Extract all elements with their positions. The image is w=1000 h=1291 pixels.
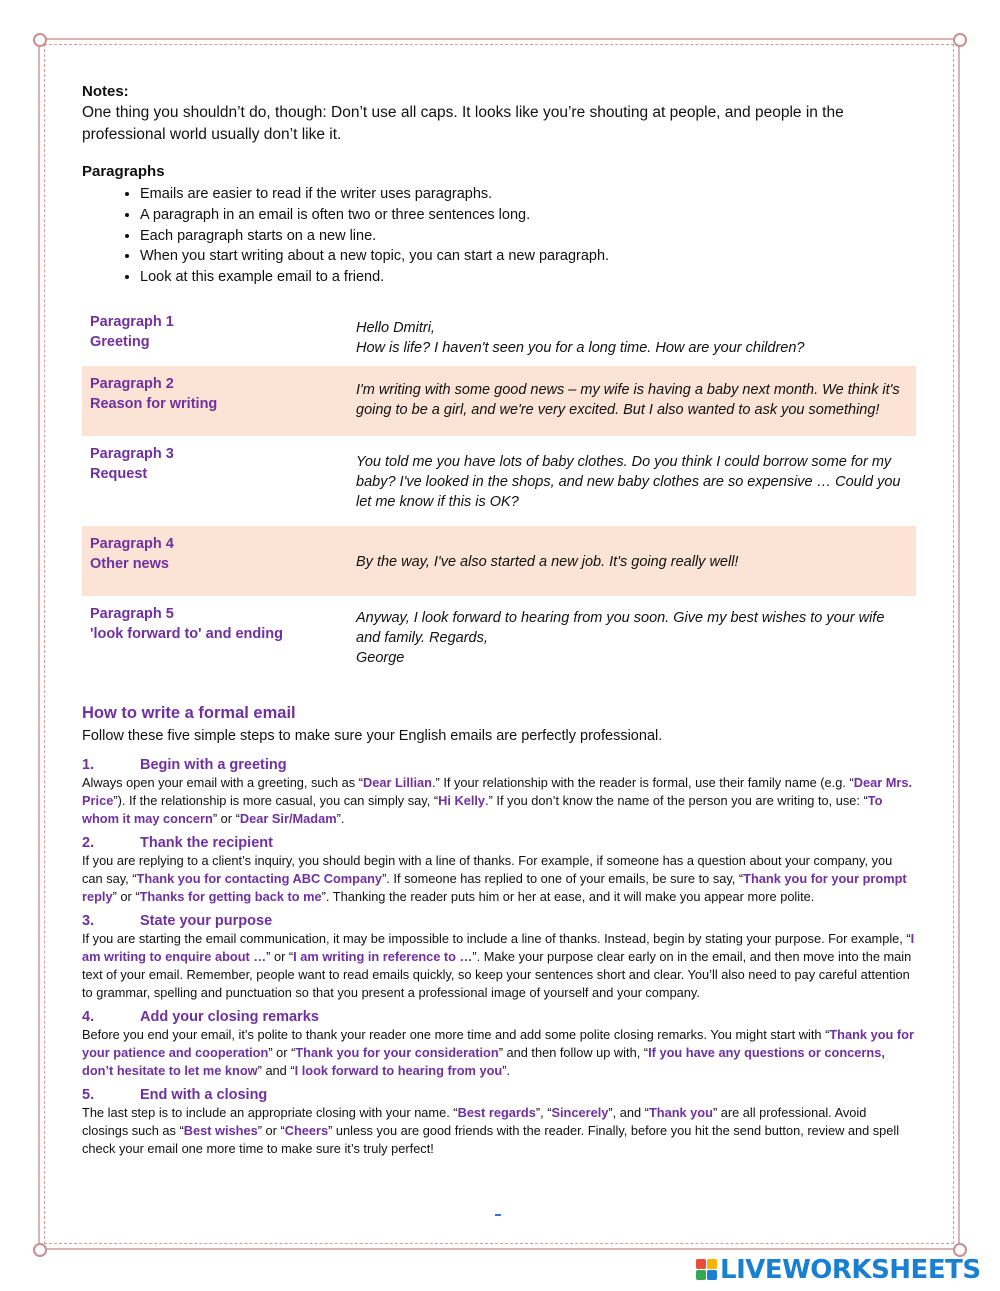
example-phrase: Thank you for your prompt reply: [82, 870, 907, 904]
step-text: ”, and “: [608, 1104, 649, 1120]
step-body: [82, 1104, 916, 1158]
step-heading: [82, 756, 916, 774]
step-text: ” or “: [266, 948, 294, 964]
example-phrase: Cheers: [284, 1122, 329, 1138]
page-mark: [495, 1214, 501, 1216]
notes-text: One thing you shouldn’t do, though: Don’t use all caps. It looks like you’re shouting at people, and people in the professional world usually don’t like it.: [82, 104, 844, 143]
paragraphs-bullet-list: [82, 184, 916, 288]
step-text: Always open your email with a greeting, such as “: [82, 774, 363, 790]
paragraph-number: Paragraph 4: [90, 535, 174, 552]
step-number: 3.: [82, 912, 95, 929]
border-corner-ornament: [33, 33, 47, 47]
border-corner-ornament: [33, 1243, 47, 1257]
step-text: ” or “: [257, 1122, 285, 1138]
liveworksheets-logo: [696, 1255, 981, 1285]
bullet-item: • When you start writing about a new topic, you can start a new paragraph.: [140, 246, 916, 267]
paragraph-text-cell: [348, 526, 916, 596]
step-heading: [82, 1086, 916, 1104]
paragraph-purpose: Other news: [90, 555, 169, 572]
example-phrase: Thank you for your patience and cooperation: [82, 1026, 914, 1060]
bullet-item: • A paragraph in an email is often two or three sentences long.: [140, 205, 916, 226]
email-row: [82, 596, 916, 676]
example-phrase: Hi Kelly: [438, 792, 486, 808]
step-text: If you are replying to a client’s inquiry, you should begin with a line of thanks. For example, if someone has a question about your company, you can say, “: [82, 852, 893, 886]
step-body: [82, 930, 916, 1002]
step-body: [82, 1026, 916, 1080]
paragraph-label-cell: [82, 366, 348, 436]
paragraph-purpose: Reason for writing: [90, 395, 218, 412]
email-line: By the way, I've also started a new job. It's going really well!: [356, 553, 739, 570]
email-line: Anyway, I look forward to hearing from you soon. Give my best wishes to your wife and family. Regards,: [356, 609, 885, 646]
example-email-table: [82, 304, 916, 676]
email-row: [82, 526, 916, 596]
paragraphs-heading: Paragraphs: [82, 163, 165, 180]
step-body: [82, 852, 916, 906]
step-text: ”.: [336, 810, 345, 826]
step-text: The last step is to include an appropriate closing with your name. “: [82, 1104, 458, 1120]
step-title: Add your closing remarks: [140, 1008, 319, 1025]
paragraph-label-cell: [82, 526, 348, 596]
step-text: ”. Thanking the reader puts him or her at ease, and it will make you appear more polite.: [321, 888, 815, 904]
step-text: ”. Make your purpose clear early on in the email, and then move into the main text of your email. Remember, people want to read emails quickly, so keep your sentences short and clear. You’ll also need to pay careful attention to grammar, spelling and punctuation so that you present a professional image of yourself and your company.: [82, 948, 912, 1000]
example-phrase: Dear Mrs. Price: [82, 774, 913, 808]
email-line: Hello Dmitri,: [356, 319, 435, 336]
paragraph-purpose: 'look forward to' and ending: [90, 625, 283, 642]
example-phrase: Thanks for getting back to me: [139, 888, 322, 904]
example-phrase: To whom it may concern: [82, 792, 883, 826]
paragraph-label-cell: [82, 304, 348, 366]
email-line: How is life? I haven't seen you for a long time. How are your children?: [356, 339, 805, 356]
paragraph-text-cell: [348, 304, 916, 366]
step-title: State your purpose: [140, 912, 273, 929]
example-phrase: I am writing in reference to …: [293, 948, 473, 964]
paragraph-purpose: Greeting: [90, 333, 150, 350]
example-phrase: Dear Sir/Madam: [239, 810, 337, 826]
step-text: ” and then follow up with, “: [498, 1044, 649, 1060]
step-text: ” or “: [212, 810, 240, 826]
step-text: .” If your relationship with the reader is formal, use their family name (e.g. “: [431, 774, 854, 790]
step-number: 1.: [82, 756, 95, 773]
step-text: ” unless you are good friends with the reader. Finally, before you hit the send button, review and spell check your email one more time to make sure it’s truly perfect!: [82, 1122, 900, 1156]
step-text: ” and “: [257, 1062, 295, 1078]
step-text: ” are all professional. Avoid closings such as “: [82, 1104, 867, 1138]
example-phrase: Sincerely: [551, 1104, 609, 1120]
step-heading: [82, 1008, 916, 1026]
paragraph-label-cell: [82, 596, 348, 676]
step-heading: [82, 834, 916, 852]
step-text: ”.: [502, 1062, 511, 1078]
example-phrase: Thank you for your consideration: [295, 1044, 499, 1060]
email-row: [82, 304, 916, 366]
worksheet-content: [82, 82, 916, 1158]
step-number: 5.: [82, 1086, 95, 1103]
step-number: 4.: [82, 1008, 95, 1025]
step-text: .” If you don’t know the name of the person you are writing to, use: “: [485, 792, 868, 808]
border-corner-ornament: [953, 33, 967, 47]
paragraph-text-cell: [348, 596, 916, 676]
paragraph-text-cell: [348, 366, 916, 436]
step-text: If you are starting the email communication, it may be impossible to include a line of thanks. Instead, begin by stating your purpose. For example, “: [82, 930, 911, 946]
step-title: Begin with a greeting: [140, 756, 287, 773]
example-phrase: I look forward to hearing from you: [294, 1062, 503, 1078]
example-phrase: If you have any questions or concerns, don’t hesitate to let me know: [82, 1044, 885, 1078]
notes-heading: Notes:: [82, 83, 129, 100]
paragraph-text-cell: [348, 436, 916, 526]
step-number: 2.: [82, 834, 95, 851]
liveworksheets-logo-icon: [696, 1259, 718, 1281]
paragraph-number: Paragraph 1: [90, 313, 174, 330]
paragraph-number: Paragraph 5: [90, 605, 174, 622]
step-text: ” or “: [112, 888, 140, 904]
step-text: ”, “: [535, 1104, 552, 1120]
step-title: Thank the recipient: [140, 834, 273, 851]
step-title: End with a closing: [140, 1086, 268, 1103]
example-phrase: I am writing to enquire about …: [82, 930, 915, 964]
email-line: You told me you have lots of baby clothes. Do you think I could borrow some for my baby? I've looked in the shops, and new baby clothes are so expensive … Could you let me know if this is OK?: [356, 453, 901, 510]
paragraph-purpose: Request: [90, 465, 148, 482]
step-text: Before you end your email, it’s polite to thank your reader one more time and add some polite closing remarks. You might start with “: [82, 1026, 830, 1042]
howto-intro: Follow these five simple steps to make sure your English emails are perfectly professional.: [82, 727, 663, 744]
paragraph-number: Paragraph 3: [90, 445, 174, 462]
paragraph-label-cell: [82, 436, 348, 526]
email-row: [82, 436, 916, 526]
step-text: ”). If the relationship is more casual, you can simply say, “: [113, 792, 439, 808]
example-phrase: Thank you for contacting ABC Company: [136, 870, 383, 886]
howto-section-title: How to write a formal email: [82, 703, 296, 722]
example-phrase: Dear Lillian: [362, 774, 432, 790]
liveworksheets-logo-text: LIVEWORKSHEETS: [720, 1255, 981, 1285]
email-line: I'm writing with some good news – my wife is having a baby next month. We think it's going to be a girl, and we're very excited. But I also wanted to ask you something!: [356, 381, 900, 418]
step-text: ” or “: [268, 1044, 296, 1060]
bullet-item: • Look at this example email to a friend.: [140, 267, 916, 288]
example-phrase: Thank you: [648, 1104, 713, 1120]
step-text: ”. If someone has replied to one of your emails, be sure to say, “: [382, 870, 744, 886]
bullet-item: • Emails are easier to read if the writer uses paragraphs.: [140, 184, 916, 205]
howto-steps: [82, 756, 916, 1158]
step-heading: [82, 912, 916, 930]
email-line: George: [356, 649, 405, 666]
example-phrase: Best regards: [457, 1104, 536, 1120]
bullet-item: • Each paragraph starts on a new line.: [140, 226, 916, 247]
email-row: [82, 366, 916, 436]
step-body: [82, 774, 916, 828]
example-phrase: Best wishes: [183, 1122, 258, 1138]
paragraph-number: Paragraph 2: [90, 375, 174, 392]
